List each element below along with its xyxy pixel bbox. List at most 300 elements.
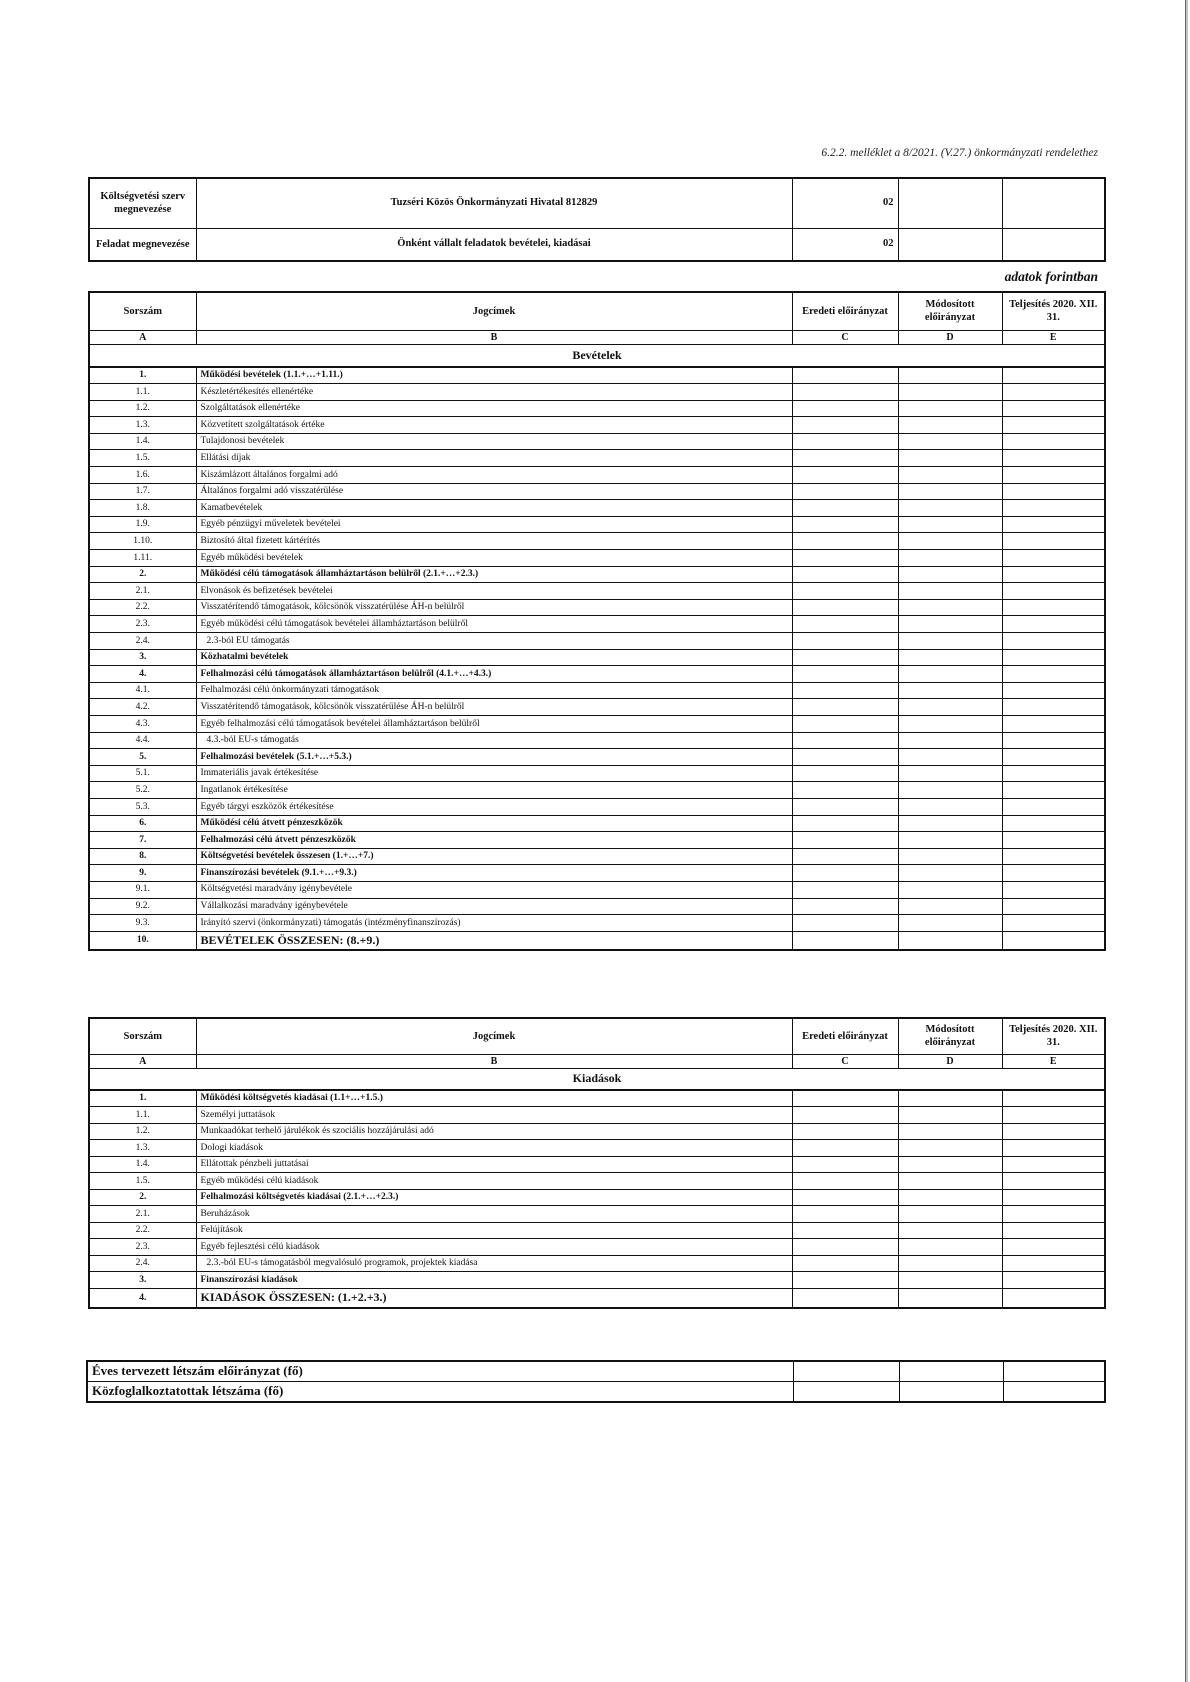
actual-cell (1002, 881, 1105, 898)
actual-cell (1002, 566, 1105, 583)
actual-cell (1002, 384, 1105, 401)
actual-cell (1002, 1222, 1105, 1239)
table-row (89, 500, 1105, 517)
row-title: Finanszírozási kiadások (196, 1272, 792, 1289)
table-row (89, 1123, 1105, 1140)
table-row (89, 433, 1105, 450)
row-title: Felhalmozási célú támogatások államháztartáson belülről (4.1.+…+4.3.) (196, 666, 792, 683)
modified-budget-cell (898, 599, 1002, 616)
actual-cell (1002, 1189, 1105, 1206)
table-row (89, 666, 1105, 683)
row-title: Felhalmozási költségvetés kiadásai (2.1.+…+2.3.) (196, 1189, 792, 1206)
original-budget-cell (792, 782, 898, 799)
task-label: Feladat megnevezése (89, 228, 196, 261)
row-title: Működési bevételek (1.1.+…+1.11.) (196, 367, 792, 384)
row-number: 1.3. (89, 417, 196, 434)
table-row (89, 1255, 1105, 1272)
expense-table (88, 1017, 1106, 1309)
modified-budget-cell (898, 1288, 1002, 1308)
col-letter: C (792, 1054, 898, 1068)
actual-cell (1002, 633, 1105, 650)
table-row (89, 450, 1105, 467)
original-budget-cell (792, 898, 898, 915)
table-row (89, 649, 1105, 666)
row-number: 4.2. (89, 699, 196, 716)
row-title: Tulajdonosi bevételek (196, 433, 792, 450)
actual-cell (1002, 1288, 1105, 1308)
table-row (89, 931, 1105, 950)
row-title: Egyéb működési célú támogatások bevételei államháztartáson belülről (196, 616, 792, 633)
row-number: 8. (89, 848, 196, 865)
staff-empty-cell (899, 1382, 1003, 1403)
table-row (89, 483, 1105, 500)
modified-budget-cell (898, 815, 1002, 832)
original-budget-cell (792, 467, 898, 484)
row-number: 1.10. (89, 533, 196, 550)
row-number: 9.1. (89, 881, 196, 898)
actual-cell (1002, 467, 1105, 484)
original-budget-cell (792, 865, 898, 882)
modified-budget-cell (898, 848, 1002, 865)
row-number: 9.2. (89, 898, 196, 915)
table-row (89, 898, 1105, 915)
row-title: Egyéb felhalmozási célú támogatások bevételei államháztartáson belülről (196, 715, 792, 732)
row-title: Beruházások (196, 1206, 792, 1223)
actual-cell (1002, 1173, 1105, 1190)
staff-planned-label: Éves tervezett létszám előirányzat (fő) (87, 1361, 793, 1382)
actual-cell (1002, 699, 1105, 716)
modified-budget-cell (898, 500, 1002, 517)
row-number: 4. (89, 1288, 196, 1308)
modified-budget-cell (898, 1173, 1002, 1190)
actual-cell (1002, 848, 1105, 865)
row-number: 2.1. (89, 1206, 196, 1223)
col-eredeti: Eredeti előirányzat (792, 1018, 898, 1054)
actual-cell (1002, 433, 1105, 450)
row-title: Költségvetési maradvány igénybevétele (196, 881, 792, 898)
row-number: 1.4. (89, 1156, 196, 1173)
modified-budget-cell (898, 1140, 1002, 1157)
col-teljesites: Teljesítés 2020. XII. 31. (1002, 1018, 1105, 1054)
original-budget-cell (792, 417, 898, 434)
table-row (89, 1272, 1105, 1289)
table-row (89, 798, 1105, 815)
original-budget-cell (792, 533, 898, 550)
actual-cell (1002, 915, 1105, 932)
row-number: 5.2. (89, 782, 196, 799)
modified-budget-cell (898, 1272, 1002, 1289)
actual-cell (1002, 1255, 1105, 1272)
row-number: 2.2. (89, 599, 196, 616)
row-title: Visszatérítendő támogatások, kölcsönök visszatérülése ÁH-n belülről (196, 599, 792, 616)
original-budget-cell (792, 400, 898, 417)
table-row (89, 583, 1105, 600)
original-budget-cell (792, 765, 898, 782)
actual-cell (1002, 367, 1105, 384)
original-budget-cell (792, 550, 898, 567)
actual-cell (1002, 1107, 1105, 1124)
modified-budget-cell (898, 881, 1002, 898)
row-title: Felújítások (196, 1222, 792, 1239)
table-row (89, 384, 1105, 401)
original-budget-cell (792, 848, 898, 865)
table-row (89, 516, 1105, 533)
modified-budget-cell (898, 550, 1002, 567)
col-letter: A (89, 1054, 196, 1068)
actual-cell (1002, 599, 1105, 616)
actual-cell (1002, 749, 1105, 766)
row-title: BEVÉTELEK ÖSSZESEN: (8.+9.) (196, 931, 792, 950)
table-row (89, 815, 1105, 832)
row-number: 3. (89, 649, 196, 666)
org-name: Tuzséri Közös Önkormányzati Hivatal 812829 (196, 178, 792, 228)
row-title: Felhalmozási célú átvett pénzeszközök (196, 832, 792, 849)
actual-cell (1002, 782, 1105, 799)
row-number: 1.2. (89, 1123, 196, 1140)
original-budget-cell (792, 666, 898, 683)
row-title: Felhalmozási bevételek (5.1.+…+5.3.) (196, 749, 792, 766)
row-title: Munkaadókat terhelő járulékok és szociális hozzájárulási adó (196, 1123, 792, 1140)
row-number: 1.8. (89, 500, 196, 517)
row-number: 4. (89, 666, 196, 683)
table-row (89, 865, 1105, 882)
original-budget-cell (792, 732, 898, 749)
table-row (89, 782, 1105, 799)
table-row (89, 417, 1105, 434)
original-budget-cell (792, 749, 898, 766)
unit-note: adatok forintban (1004, 269, 1098, 284)
section-title-income: Bevételek (89, 344, 1105, 367)
original-budget-cell (792, 516, 898, 533)
modified-budget-cell (898, 566, 1002, 583)
actual-cell (1002, 483, 1105, 500)
col-letter: C (792, 330, 898, 344)
modified-budget-cell (898, 1206, 1002, 1223)
staff-empty-cell (1003, 1361, 1105, 1382)
actual-cell (1002, 516, 1105, 533)
modified-budget-cell (898, 732, 1002, 749)
table-row (89, 699, 1105, 716)
row-title: Irányító szervi (önkormányzati) támogatás (intézményfinanszírozás) (196, 915, 792, 932)
scan-edge-shadow (1181, 0, 1190, 1682)
row-title: Elvonások és befizetések bevételei (196, 583, 792, 600)
table-row (89, 832, 1105, 849)
original-budget-cell (792, 1090, 898, 1107)
row-number: 1. (89, 367, 196, 384)
row-title: Személyi juttatások (196, 1107, 792, 1124)
row-title: Felhalmozási célú önkormányzati támogatások (196, 682, 792, 699)
row-title: Működési célú támogatások államháztartáson belülről (2.1.+…+2.3.) (196, 566, 792, 583)
actual-cell (1002, 815, 1105, 832)
table-row (89, 1140, 1105, 1157)
actual-cell (1002, 400, 1105, 417)
actual-cell (1002, 450, 1105, 467)
actual-cell (1002, 1156, 1105, 1173)
table-row (89, 467, 1105, 484)
actual-cell (1002, 649, 1105, 666)
actual-cell (1002, 666, 1105, 683)
original-budget-cell (792, 715, 898, 732)
row-title: Működési költségvetés kiadásai (1.1+…+1.5.) (196, 1090, 792, 1107)
org-empty-cell (898, 178, 1002, 228)
task-code: 02 (792, 228, 898, 261)
table-row (89, 682, 1105, 699)
original-budget-cell (792, 1123, 898, 1140)
actual-cell (1002, 682, 1105, 699)
modified-budget-cell (898, 749, 1002, 766)
col-letter: E (1002, 1054, 1105, 1068)
actual-cell (1002, 583, 1105, 600)
modified-budget-cell (898, 1123, 1002, 1140)
original-budget-cell (792, 1206, 898, 1223)
original-budget-cell (792, 599, 898, 616)
actual-cell (1002, 765, 1105, 782)
row-title: Ingatlanok értékesítése (196, 782, 792, 799)
original-budget-cell (792, 931, 898, 950)
col-letter: D (898, 1054, 1002, 1068)
row-title: Egyéb működési bevételek (196, 550, 792, 567)
income-table (88, 291, 1106, 951)
row-number: 1.9. (89, 516, 196, 533)
row-title: Működési célú átvett pénzeszközök (196, 815, 792, 832)
modified-budget-cell (898, 467, 1002, 484)
col-eredeti: Eredeti előirányzat (792, 292, 898, 330)
row-number: 1.4. (89, 433, 196, 450)
row-number: 1.5. (89, 1173, 196, 1190)
row-title: Kamatbevételek (196, 500, 792, 517)
row-title: Általános forgalmi adó visszatérülése (196, 483, 792, 500)
col-modositott: Módosított előirányzat (898, 292, 1002, 330)
original-budget-cell (792, 1140, 898, 1157)
row-title: Dologi kiadások (196, 1140, 792, 1157)
table-row (89, 400, 1105, 417)
table-row (89, 765, 1105, 782)
table-row (89, 848, 1105, 865)
table-row (89, 599, 1105, 616)
row-title: Egyéb tárgyi eszközök értékesítése (196, 798, 792, 815)
org-code: 02 (792, 178, 898, 228)
original-budget-cell (792, 915, 898, 932)
table-row (89, 533, 1105, 550)
col-letter: E (1002, 330, 1105, 344)
original-budget-cell (792, 881, 898, 898)
modified-budget-cell (898, 417, 1002, 434)
col-letter: D (898, 330, 1002, 344)
actual-cell (1002, 865, 1105, 882)
actual-cell (1002, 1239, 1105, 1256)
original-budget-cell (792, 500, 898, 517)
col-letter: A (89, 330, 196, 344)
modified-budget-cell (898, 832, 1002, 849)
table-row (89, 1107, 1105, 1124)
row-number: 2.4. (89, 633, 196, 650)
modified-budget-cell (898, 583, 1002, 600)
row-title: KIADÁSOK ÖSSZESEN: (1.+2.+3.) (196, 1288, 792, 1308)
row-number: 1.7. (89, 483, 196, 500)
row-title: 2.3.-ból EU-s támogatásból megvalósuló programok, projektek kiadása (196, 1255, 792, 1272)
row-number: 2.3. (89, 1239, 196, 1256)
row-number: 6. (89, 815, 196, 832)
row-title: Költségvetési bevételek összesen (1.+…+7.) (196, 848, 792, 865)
original-budget-cell (792, 682, 898, 699)
modified-budget-cell (898, 649, 1002, 666)
original-budget-cell (792, 384, 898, 401)
annex-reference: 6.2.2. melléklet a 8/2021. (V.27.) önkormányzati rendelethez (821, 147, 1098, 159)
actual-cell (1002, 550, 1105, 567)
table-row (89, 1189, 1105, 1206)
modified-budget-cell (898, 682, 1002, 699)
col-sorszam: Sorszám (89, 292, 196, 330)
table-row (89, 1156, 1105, 1173)
row-number: 2.1. (89, 583, 196, 600)
modified-budget-cell (898, 865, 1002, 882)
table-row (89, 1090, 1105, 1107)
row-title: Közhatalmi bevételek (196, 649, 792, 666)
modified-budget-cell (898, 483, 1002, 500)
staff-empty-cell (899, 1361, 1003, 1382)
table-row (89, 566, 1105, 583)
row-number: 3. (89, 1272, 196, 1289)
original-budget-cell (792, 367, 898, 384)
modified-budget-cell (898, 765, 1002, 782)
row-title: Egyéb fejlesztési célú kiadások (196, 1239, 792, 1256)
row-number: 2.4. (89, 1255, 196, 1272)
col-jogcimek: Jogcímek (196, 292, 792, 330)
row-number: 4.1. (89, 682, 196, 699)
original-budget-cell (792, 633, 898, 650)
modified-budget-cell (898, 616, 1002, 633)
row-number: 1.3. (89, 1140, 196, 1157)
original-budget-cell (792, 1189, 898, 1206)
modified-budget-cell (898, 699, 1002, 716)
modified-budget-cell (898, 666, 1002, 683)
table-row (89, 367, 1105, 384)
table-row (89, 915, 1105, 932)
modified-budget-cell (898, 782, 1002, 799)
modified-budget-cell (898, 400, 1002, 417)
original-budget-cell (792, 616, 898, 633)
income-rows (89, 367, 1105, 950)
actual-cell (1002, 931, 1105, 950)
table-row (89, 633, 1105, 650)
actual-cell (1002, 1140, 1105, 1157)
staff-empty-cell (793, 1361, 899, 1382)
modified-budget-cell (898, 433, 1002, 450)
staff-empty-cell (793, 1382, 899, 1403)
actual-cell (1002, 832, 1105, 849)
original-budget-cell (792, 832, 898, 849)
original-budget-cell (792, 483, 898, 500)
row-number: 2. (89, 566, 196, 583)
row-title: Egyéb pénzügyi műveletek bevételei (196, 516, 792, 533)
row-title: Közvetített szolgáltatások értéke (196, 417, 792, 434)
staff-public-workers-label: Közfoglalkoztatottak létszáma (fő) (87, 1382, 793, 1403)
row-title: Ellátottak pénzbeli juttatásai (196, 1156, 792, 1173)
actual-cell (1002, 616, 1105, 633)
modified-budget-cell (898, 915, 1002, 932)
staff-table (86, 1360, 1106, 1403)
row-title: Készletértékesítés ellenértéke (196, 384, 792, 401)
table-row (89, 616, 1105, 633)
row-number: 7. (89, 832, 196, 849)
row-title: Biztosító által fizetett kártérítés (196, 533, 792, 550)
org-empty-cell (1002, 178, 1105, 228)
row-number: 5. (89, 749, 196, 766)
original-budget-cell (792, 699, 898, 716)
row-number: 1.5. (89, 450, 196, 467)
original-budget-cell (792, 1272, 898, 1289)
row-number: 4.4. (89, 732, 196, 749)
original-budget-cell (792, 1107, 898, 1124)
col-sorszam: Sorszám (89, 1018, 196, 1054)
staff-empty-cell (1003, 1382, 1105, 1403)
modified-budget-cell (898, 1239, 1002, 1256)
modified-budget-cell (898, 1107, 1002, 1124)
task-name: Önként vállalt feladatok bevételei, kiadásai (196, 228, 792, 261)
modified-budget-cell (898, 633, 1002, 650)
modified-budget-cell (898, 715, 1002, 732)
row-number: 1.11. (89, 550, 196, 567)
original-budget-cell (792, 1156, 898, 1173)
row-number: 10. (89, 931, 196, 950)
task-empty-cell (898, 228, 1002, 261)
table-row (89, 715, 1105, 732)
row-title: Ellátási díjak (196, 450, 792, 467)
col-teljesites: Teljesítés 2020. XII. 31. (1002, 292, 1105, 330)
original-budget-cell (792, 450, 898, 467)
actual-cell (1002, 1272, 1105, 1289)
original-budget-cell (792, 1239, 898, 1256)
row-number: 5.3. (89, 798, 196, 815)
modified-budget-cell (898, 1189, 1002, 1206)
row-number: 9. (89, 865, 196, 882)
table-row (89, 1173, 1105, 1190)
row-title: Visszatérítendő támogatások, kölcsönök visszatérülése ÁH-n belülről (196, 699, 792, 716)
modified-budget-cell (898, 450, 1002, 467)
modified-budget-cell (898, 898, 1002, 915)
original-budget-cell (792, 433, 898, 450)
organization-header-table (88, 177, 1106, 262)
actual-cell (1002, 533, 1105, 550)
table-row (89, 550, 1105, 567)
row-title: 4.3.-ból EU-s támogatás (196, 732, 792, 749)
row-title: Kiszámlázott általános forgalmi adó (196, 467, 792, 484)
row-number: 1.6. (89, 467, 196, 484)
modified-budget-cell (898, 798, 1002, 815)
original-budget-cell (792, 566, 898, 583)
row-number: 5.1. (89, 765, 196, 782)
actual-cell (1002, 1123, 1105, 1140)
table-row (89, 1239, 1105, 1256)
row-number: 9.3. (89, 915, 196, 932)
row-number: 1. (89, 1090, 196, 1107)
actual-cell (1002, 715, 1105, 732)
row-title: Immateriális javak értékesítése (196, 765, 792, 782)
org-label: Költségvetési szerv megnevezése (89, 178, 196, 228)
original-budget-cell (792, 1222, 898, 1239)
modified-budget-cell (898, 516, 1002, 533)
col-letter: B (196, 330, 792, 344)
original-budget-cell (792, 583, 898, 600)
original-budget-cell (792, 649, 898, 666)
original-budget-cell (792, 1173, 898, 1190)
row-number: 2. (89, 1189, 196, 1206)
col-modositott: Módosított előirányzat (898, 1018, 1002, 1054)
row-title: Vállalkozási maradvány igénybevétele (196, 898, 792, 915)
modified-budget-cell (898, 1222, 1002, 1239)
actual-cell (1002, 1206, 1105, 1223)
row-number: 2.3. (89, 616, 196, 633)
